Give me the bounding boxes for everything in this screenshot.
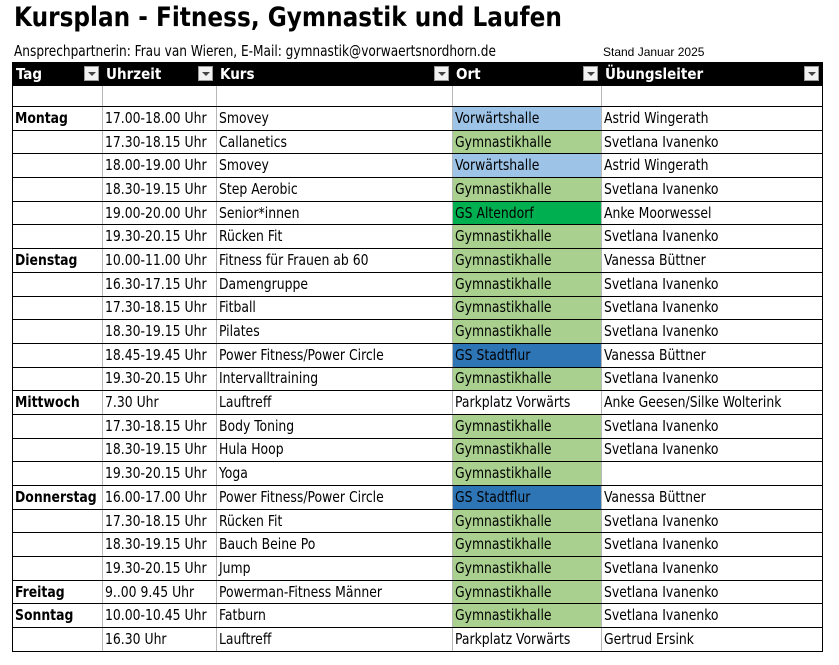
uhrzeit-cell-text: 17.30-18.15 Uhr xyxy=(105,511,207,530)
ort-cell[interactable] xyxy=(453,178,602,202)
ort-cell-text: Gymnastikhalle xyxy=(455,227,552,246)
ort-cell[interactable] xyxy=(453,367,602,391)
tag-cell[interactable] xyxy=(13,107,103,131)
uhrzeit-cell[interactable] xyxy=(103,249,217,273)
kurs-cell-text: Smovey xyxy=(219,156,269,175)
leiter-cell[interactable] xyxy=(602,320,823,344)
ort-cell[interactable] xyxy=(453,414,602,438)
kurs-cell-text: Smovey xyxy=(219,108,269,127)
table-row xyxy=(13,154,823,178)
tag-cell[interactable] xyxy=(13,272,103,296)
ort-cell[interactable] xyxy=(453,225,602,249)
kurs-cell[interactable] xyxy=(217,486,453,510)
leiter-cell-text: Gertrud Ersink xyxy=(604,629,694,648)
uhrzeit-cell[interactable] xyxy=(103,367,217,391)
leiter-cell[interactable] xyxy=(602,367,823,391)
uhrzeit-cell-text: 18.30-19.15 Uhr xyxy=(105,535,207,554)
kurs-cell[interactable] xyxy=(217,178,453,202)
header-leiter xyxy=(602,63,823,86)
uhrzeit-cell-text: 19.30-20.15 Uhr xyxy=(105,558,207,577)
uhrzeit-cell-text: 18.30-19.15 Uhr xyxy=(105,440,207,459)
kurs-cell-text: Fitball xyxy=(219,298,256,317)
ort-cell[interactable] xyxy=(453,462,602,486)
leiter-cell[interactable] xyxy=(602,154,823,178)
kurs-cell[interactable] xyxy=(217,272,453,296)
uhrzeit-cell[interactable] xyxy=(103,557,217,581)
uhrzeit-cell-text: 18.30-19.15 Uhr xyxy=(105,322,207,341)
ort-cell[interactable] xyxy=(453,320,602,344)
tag-cell-text: Sonntag xyxy=(15,606,74,625)
ort-cell-text: Vorwärtshalle xyxy=(455,108,540,127)
header-ort-label: Ort xyxy=(456,65,481,84)
filter-dropdown-icon[interactable] xyxy=(804,66,819,81)
filter-dropdown-icon[interactable] xyxy=(198,66,213,81)
leiter-cell-text: Svetlana Ivanenko xyxy=(604,298,719,317)
ort-cell[interactable] xyxy=(453,580,602,604)
tag-cell[interactable] xyxy=(13,438,103,462)
kurs-cell[interactable] xyxy=(217,320,453,344)
ort-cell-text: Gymnastikhalle xyxy=(455,558,552,577)
filter-dropdown-icon[interactable] xyxy=(434,66,449,81)
ort-cell-text: Parkplatz Vorwärts xyxy=(455,393,571,412)
table-row xyxy=(13,438,823,462)
uhrzeit-cell[interactable] xyxy=(103,604,217,628)
kurs-cell-text: Senior*innen xyxy=(219,203,300,222)
header-uhrzeit xyxy=(103,63,217,86)
leiter-cell-text: Anke Geesen/Silke Wolterink xyxy=(604,393,782,412)
uhrzeit-cell[interactable] xyxy=(103,580,217,604)
uhrzeit-cell[interactable] xyxy=(103,628,217,652)
table-row xyxy=(13,604,823,628)
leiter-cell[interactable] xyxy=(602,225,823,249)
table-row xyxy=(13,249,823,273)
table-row xyxy=(13,272,823,296)
ort-cell-text: GS Stadtflur xyxy=(455,487,531,506)
table-row xyxy=(13,628,823,652)
kurs-cell-text: Rücken Fit xyxy=(219,227,283,246)
leiter-cell-text: Svetlana Ivanenko xyxy=(604,369,719,388)
table-row xyxy=(13,107,823,131)
kurs-cell-text: Rücken Fit xyxy=(219,511,283,530)
leiter-cell-text: Svetlana Ivanenko xyxy=(604,511,719,530)
tag-cell[interactable] xyxy=(13,130,103,154)
leiter-cell-text: Svetlana Ivanenko xyxy=(604,558,719,577)
uhrzeit-cell[interactable] xyxy=(103,343,217,367)
ort-cell-text: Gymnastikhalle xyxy=(455,179,552,198)
uhrzeit-cell-text: 18.30-19.15 Uhr xyxy=(105,179,207,198)
tag-cell[interactable] xyxy=(13,154,103,178)
ort-cell-text: Gymnastikhalle xyxy=(455,606,552,625)
leiter-cell-text: Svetlana Ivanenko xyxy=(604,606,719,625)
ort-cell-text: Gymnastikhalle xyxy=(455,511,552,530)
leiter-cell[interactable] xyxy=(602,343,823,367)
uhrzeit-cell[interactable] xyxy=(103,320,217,344)
ort-cell-text: Gymnastikhalle xyxy=(455,416,552,435)
kurs-cell[interactable] xyxy=(217,414,453,438)
leiter-cell[interactable] xyxy=(602,249,823,273)
leiter-cell[interactable] xyxy=(602,391,823,415)
uhrzeit-cell[interactable] xyxy=(103,272,217,296)
ort-cell-text: GS Stadtflur xyxy=(455,345,531,364)
tag-cell[interactable] xyxy=(13,320,103,344)
table-row xyxy=(13,509,823,533)
leiter-cell[interactable] xyxy=(602,107,823,131)
table-row xyxy=(13,391,823,415)
kurs-cell[interactable] xyxy=(217,249,453,273)
kurs-cell-text: Lauftreff xyxy=(219,629,272,648)
leiter-cell[interactable] xyxy=(602,414,823,438)
uhrzeit-cell-text: 19.30-20.15 Uhr xyxy=(105,464,207,483)
tag-cell[interactable] xyxy=(13,557,103,581)
table-cell[interactable] xyxy=(103,86,217,107)
table-row xyxy=(13,201,823,225)
leiter-cell[interactable] xyxy=(602,178,823,202)
kurs-cell[interactable] xyxy=(217,296,453,320)
ort-cell[interactable] xyxy=(453,130,602,154)
kurs-cell[interactable] xyxy=(217,462,453,486)
table-row xyxy=(13,580,823,604)
ort-cell-text: Gymnastikhalle xyxy=(455,440,552,459)
kurs-cell[interactable] xyxy=(217,130,453,154)
header-leiter-label: Übungsleiter xyxy=(605,65,704,84)
table-cell[interactable] xyxy=(217,86,453,107)
uhrzeit-cell[interactable] xyxy=(103,296,217,320)
leiter-cell[interactable] xyxy=(602,557,823,581)
tag-cell[interactable] xyxy=(13,414,103,438)
tag-cell-text: Montag xyxy=(15,108,68,127)
header-ort xyxy=(453,63,602,86)
kurs-cell-text: Intervalltraining xyxy=(219,369,319,388)
kurs-cell-text: Jump xyxy=(219,558,251,577)
kurs-cell[interactable] xyxy=(217,580,453,604)
leiter-cell-text: Svetlana Ivanenko xyxy=(604,179,719,198)
ort-cell-text: Gymnastikhalle xyxy=(455,322,552,341)
kurs-cell[interactable] xyxy=(217,628,453,652)
kurs-cell[interactable] xyxy=(217,509,453,533)
uhrzeit-cell[interactable] xyxy=(103,107,217,131)
uhrzeit-cell-text: 17.30-18.15 Uhr xyxy=(105,132,207,151)
uhrzeit-cell-text: 17.30-18.15 Uhr xyxy=(105,298,207,317)
kurs-cell-text: Powerman-Fitness Männer xyxy=(219,582,382,601)
tag-cell[interactable] xyxy=(13,628,103,652)
kurs-cell[interactable] xyxy=(217,107,453,131)
table-row xyxy=(13,130,823,154)
header-uhrzeit-label: Uhrzeit xyxy=(106,65,162,84)
uhrzeit-cell[interactable] xyxy=(103,533,217,557)
table-cell[interactable] xyxy=(13,86,103,107)
kurs-cell-text: Step Aerobic xyxy=(219,179,298,198)
leiter-cell[interactable] xyxy=(602,201,823,225)
ort-cell-text: Vorwärtshalle xyxy=(455,156,540,175)
header-tag xyxy=(13,63,103,86)
contact-line: Ansprechpartnerin: Frau van Wieren, E-Mail: gymnastik@vorwaertsnordhorn.de xyxy=(14,42,496,60)
leiter-cell[interactable] xyxy=(602,296,823,320)
kurs-cell-text: Fitness für Frauen ab 60 xyxy=(219,250,369,269)
uhrzeit-cell-text: 7.30 Uhr xyxy=(105,393,159,412)
ort-cell[interactable] xyxy=(453,486,602,510)
table-row xyxy=(13,225,823,249)
leiter-cell-text: Svetlana Ivanenko xyxy=(604,322,719,341)
ort-cell-text: Gymnastikhalle xyxy=(455,132,552,151)
uhrzeit-cell-text: 19.30-20.15 Uhr xyxy=(105,369,207,388)
tag-cell[interactable] xyxy=(13,533,103,557)
tag-cell[interactable] xyxy=(13,580,103,604)
tag-cell[interactable] xyxy=(13,201,103,225)
uhrzeit-cell[interactable] xyxy=(103,438,217,462)
filter-dropdown-icon[interactable] xyxy=(583,66,598,81)
uhrzeit-cell-text: 10.00-10.45 Uhr xyxy=(105,606,207,625)
kurs-cell[interactable] xyxy=(217,201,453,225)
uhrzeit-cell-text: 9..00 9.45 Uhr xyxy=(105,582,195,601)
header-kurs-label: Kurs xyxy=(220,65,255,84)
table-row xyxy=(13,296,823,320)
table-row xyxy=(13,486,823,510)
uhrzeit-cell-text: 19.30-20.15 Uhr xyxy=(105,227,207,246)
leiter-cell[interactable] xyxy=(602,486,823,510)
header-tag-label: Tag xyxy=(16,65,43,84)
ort-cell[interactable] xyxy=(453,557,602,581)
ort-cell-text: GS Altendorf xyxy=(455,203,534,222)
uhrzeit-cell-text: 19.00-20.00 Uhr xyxy=(105,203,207,222)
uhrzeit-cell[interactable] xyxy=(103,414,217,438)
tag-cell-text: Dienstag xyxy=(15,250,78,269)
ort-cell[interactable] xyxy=(453,438,602,462)
table-row xyxy=(13,414,823,438)
uhrzeit-cell[interactable] xyxy=(103,130,217,154)
leiter-cell[interactable] xyxy=(602,272,823,296)
uhrzeit-cell[interactable] xyxy=(103,509,217,533)
empty-row xyxy=(13,86,823,107)
uhrzeit-cell-text: 16.30 Uhr xyxy=(105,629,167,648)
uhrzeit-cell[interactable] xyxy=(103,178,217,202)
leiter-cell-text: Vanessa Büttner xyxy=(604,487,706,506)
table-row xyxy=(13,557,823,581)
tag-cell-text: Mittwoch xyxy=(15,393,80,412)
uhrzeit-cell-text: 17.00-18.00 Uhr xyxy=(105,108,207,127)
table-row xyxy=(13,178,823,202)
kurs-cell[interactable] xyxy=(217,557,453,581)
leiter-cell[interactable] xyxy=(602,580,823,604)
ort-cell[interactable] xyxy=(453,533,602,557)
header-row xyxy=(13,63,823,86)
leiter-cell[interactable] xyxy=(602,462,823,486)
kurs-cell-text: Callanetics xyxy=(219,132,287,151)
kurs-cell-text: Power Fitness/Power Circle xyxy=(219,345,384,364)
table-row xyxy=(13,533,823,557)
leiter-cell-text: Astrid Wingerath xyxy=(604,108,709,127)
table-cell[interactable] xyxy=(602,86,823,107)
filter-dropdown-icon[interactable] xyxy=(84,66,99,81)
ort-cell-text: Gymnastikhalle xyxy=(455,535,552,554)
kurs-cell-text: Fatburn xyxy=(219,606,266,625)
leiter-cell-text: Svetlana Ivanenko xyxy=(604,582,719,601)
leiter-cell[interactable] xyxy=(602,438,823,462)
ort-cell[interactable] xyxy=(453,343,602,367)
tag-cell-text: Freitag xyxy=(15,582,65,601)
leiter-cell-text: Svetlana Ivanenko xyxy=(604,132,719,151)
uhrzeit-cell[interactable] xyxy=(103,462,217,486)
table-row xyxy=(13,462,823,486)
ort-cell-text: Gymnastikhalle xyxy=(455,250,552,269)
kurs-cell[interactable] xyxy=(217,154,453,178)
ort-cell[interactable] xyxy=(453,107,602,131)
kurs-cell[interactable] xyxy=(217,391,453,415)
table-row xyxy=(13,367,823,391)
ort-cell-text: Gymnastikhalle xyxy=(455,369,552,388)
leiter-cell-text: Svetlana Ivanenko xyxy=(604,416,719,435)
ort-cell[interactable] xyxy=(453,201,602,225)
uhrzeit-cell-text: 18.45-19.45 Uhr xyxy=(105,345,207,364)
tag-cell[interactable] xyxy=(13,391,103,415)
ort-cell-text: Gymnastikhalle xyxy=(455,274,552,293)
uhrzeit-cell[interactable] xyxy=(103,201,217,225)
leiter-cell-text: Svetlana Ivanenko xyxy=(604,227,719,246)
tag-cell[interactable] xyxy=(13,604,103,628)
uhrzeit-cell-text: 10.00-11.00 Uhr xyxy=(105,250,207,269)
ort-cell-text: Gymnastikhalle xyxy=(455,464,552,483)
kurs-cell[interactable] xyxy=(217,367,453,391)
header-kurs xyxy=(217,63,453,86)
tag-cell[interactable] xyxy=(13,509,103,533)
leiter-cell-text: Astrid Wingerath xyxy=(604,156,709,175)
stand-date: Stand Januar 2025 xyxy=(603,45,705,59)
uhrzeit-cell[interactable] xyxy=(103,391,217,415)
uhrzeit-cell[interactable] xyxy=(103,154,217,178)
uhrzeit-cell-text: 17.30-18.15 Uhr xyxy=(105,416,207,435)
kurs-cell-text: Damengruppe xyxy=(219,274,309,293)
kurs-cell[interactable] xyxy=(217,225,453,249)
ort-cell[interactable] xyxy=(453,249,602,273)
kurs-cell-text: Lauftreff xyxy=(219,393,272,412)
kurs-cell-text: Hula Hoop xyxy=(219,440,284,459)
ort-cell[interactable] xyxy=(453,391,602,415)
table-row xyxy=(13,320,823,344)
kurs-cell[interactable] xyxy=(217,438,453,462)
kurs-cell[interactable] xyxy=(217,604,453,628)
leiter-cell[interactable] xyxy=(602,604,823,628)
kurs-cell[interactable] xyxy=(217,533,453,557)
kurs-cell-text: Power Fitness/Power Circle xyxy=(219,487,384,506)
leiter-cell-text: Svetlana Ivanenko xyxy=(604,535,719,554)
tag-cell[interactable] xyxy=(13,225,103,249)
uhrzeit-cell-text: 16.00-17.00 Uhr xyxy=(105,487,207,506)
tag-cell[interactable] xyxy=(13,296,103,320)
leiter-cell[interactable] xyxy=(602,130,823,154)
uhrzeit-cell[interactable] xyxy=(103,486,217,510)
kurs-cell-text: Yoga xyxy=(219,464,248,483)
leiter-cell[interactable] xyxy=(602,509,823,533)
ort-cell[interactable] xyxy=(453,296,602,320)
tag-cell[interactable] xyxy=(13,486,103,510)
uhrzeit-cell-text: 16.30-17.15 Uhr xyxy=(105,274,207,293)
leiter-cell-text: Anke Moorwessel xyxy=(604,203,712,222)
tag-cell[interactable] xyxy=(13,249,103,273)
leiter-cell[interactable] xyxy=(602,533,823,557)
tag-cell[interactable] xyxy=(13,367,103,391)
ort-cell[interactable] xyxy=(453,628,602,652)
kurs-cell-text: Body Toning xyxy=(219,416,295,435)
tag-cell-text: Donnerstag xyxy=(15,487,97,506)
uhrzeit-cell-text: 18.00-19.00 Uhr xyxy=(105,156,207,175)
leiter-cell-text: Svetlana Ivanenko xyxy=(604,440,719,459)
ort-cell[interactable] xyxy=(453,604,602,628)
ort-cell-text: Parkplatz Vorwärts xyxy=(455,629,571,648)
ort-cell[interactable] xyxy=(453,154,602,178)
leiter-cell-text: Vanessa Büttner xyxy=(604,250,706,269)
leiter-cell-text: Vanessa Büttner xyxy=(604,345,706,364)
uhrzeit-cell[interactable] xyxy=(103,225,217,249)
table-row xyxy=(13,343,823,367)
page-title: Kursplan - Fitness, Gymnastik und Laufen xyxy=(14,2,562,33)
ort-cell-text: Gymnastikhalle xyxy=(455,582,552,601)
leiter-cell[interactable] xyxy=(602,628,823,652)
ort-cell[interactable] xyxy=(453,272,602,296)
kurs-cell-text: Bauch Beine Po xyxy=(219,535,316,554)
kurs-cell[interactable] xyxy=(217,343,453,367)
tag-cell[interactable] xyxy=(13,178,103,202)
leiter-cell-text: Svetlana Ivanenko xyxy=(604,274,719,293)
table-cell[interactable] xyxy=(453,86,602,107)
ort-cell-text: Gymnastikhalle xyxy=(455,298,552,317)
tag-cell[interactable] xyxy=(13,462,103,486)
tag-cell[interactable] xyxy=(13,343,103,367)
kurs-cell-text: Pilates xyxy=(219,322,260,341)
ort-cell[interactable] xyxy=(453,509,602,533)
schedule-table xyxy=(12,62,823,652)
